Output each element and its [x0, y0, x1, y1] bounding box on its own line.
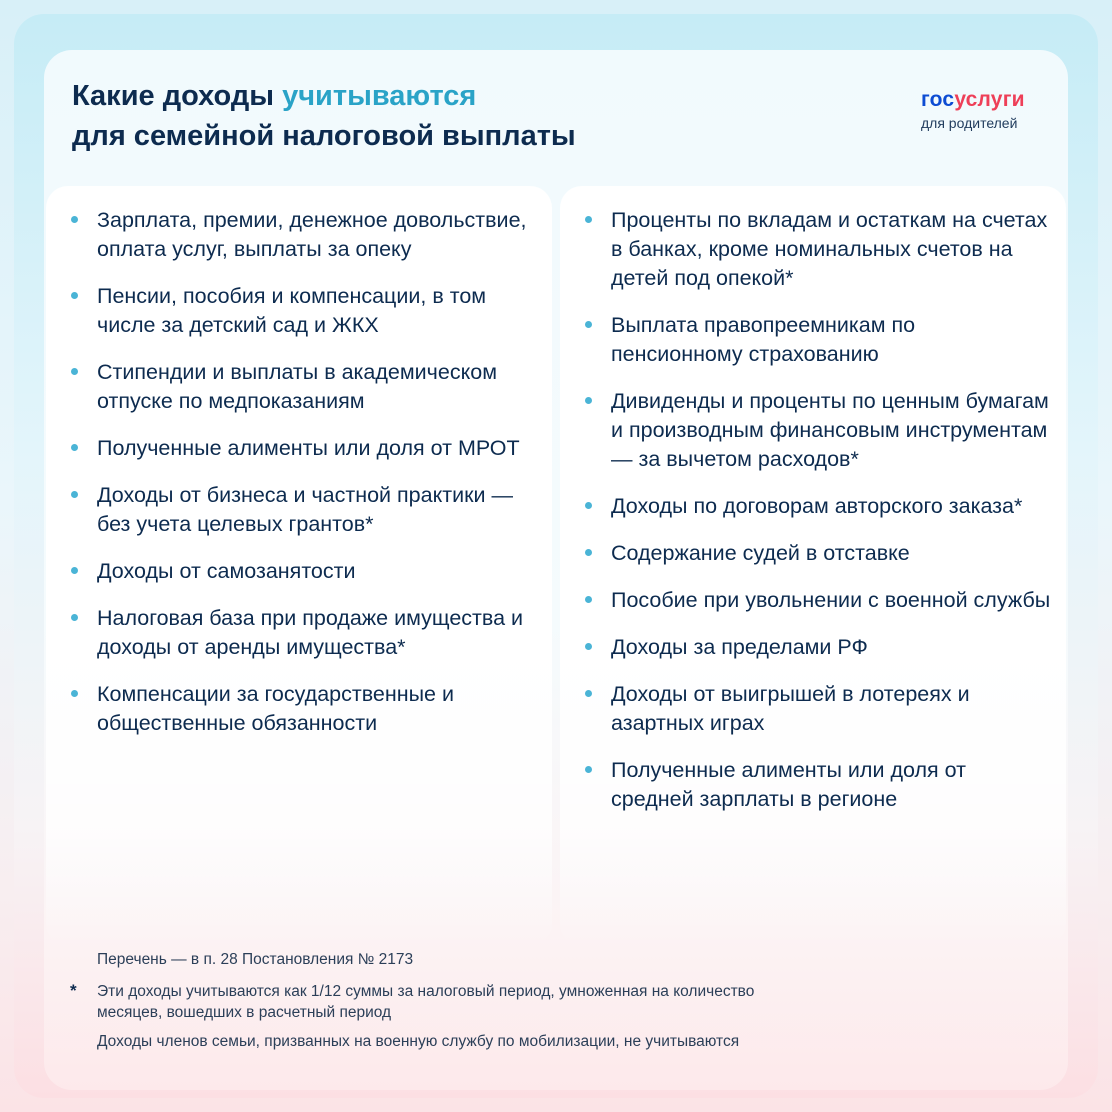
gosuslugi-logo: [921, 88, 1025, 132]
income-list-item: Полученные алименты или доля от МРОТ: [97, 434, 537, 463]
income-list-item: Проценты по вкладам и остаткам на счетах в банках, кроме номинальных счетов на детей под опекой*: [611, 206, 1051, 293]
income-list-item: Содержание судей в отставке: [611, 539, 1051, 568]
income-list-item: Доходы за пределами РФ: [611, 633, 1051, 662]
income-list-item: Стипендии и выплаты в академическом отпуске по медпоказаниям: [97, 358, 537, 416]
right-income-card: [560, 186, 1066, 946]
logo-name-part1: гос: [921, 88, 955, 111]
income-list-item: Доходы от самозанятости: [97, 557, 537, 586]
income-list-item: Дивиденды и проценты по ценным бумагам и производным финансовым инструментам — за вычетом расходов*: [611, 387, 1051, 474]
footnote-asterisk: *: [70, 981, 77, 1000]
income-list-item: Пособие при увольнении с военной службы: [611, 586, 1051, 615]
income-list-item: Доходы от выигрышей в лотереях и азартных играх: [611, 680, 1051, 738]
page-title: [72, 76, 576, 156]
title-part1: Какие доходы: [72, 80, 283, 112]
income-list-item: Зарплата, премии, денежное довольствие, оплата услуг, выплаты за опеку: [97, 206, 537, 264]
income-list-item: Полученные алименты или доля от средней зарплаты в регионе: [611, 756, 1051, 814]
logo-subtitle: для родителей: [921, 115, 1018, 131]
income-list-item: Компенсации за государственные и общественные обязанности: [97, 680, 537, 738]
right-income-list: [611, 206, 1051, 832]
footnote-text: Эти доходы учитываются как 1/12 суммы за налоговый период, умноженная на количество месяцев, вошедших в расчетный период: [97, 983, 755, 1021]
logo-name: [921, 88, 1025, 112]
footer-mobilization-note: Доходы членов семьи, призванных на военную службу по мобилизации, не учитываются: [97, 1033, 740, 1050]
income-list-item: Налоговая база при продаже имущества и доходы от аренды имущества*: [97, 604, 537, 662]
income-list-item: Доходы по договорам авторского заказа*: [611, 492, 1051, 521]
footer-reference: Перечень — в п. 28 Постановления № 2173: [97, 951, 414, 968]
income-list-item: Пенсии, пособия и компенсации, в том числе за детский сад и ЖКХ: [97, 282, 537, 340]
left-income-card: [46, 186, 552, 946]
left-income-list: [97, 206, 537, 756]
income-list-item: Выплата правопреемникам по пенсионному страхованию: [611, 311, 1051, 369]
title-line2: для семейной налоговой выплаты: [72, 120, 576, 152]
title-highlight: учитываются: [282, 80, 477, 112]
logo-name-part2: услуги: [954, 88, 1025, 111]
income-list-item: Доходы от бизнеса и частной практики — без учета целевых грантов*: [97, 481, 537, 539]
